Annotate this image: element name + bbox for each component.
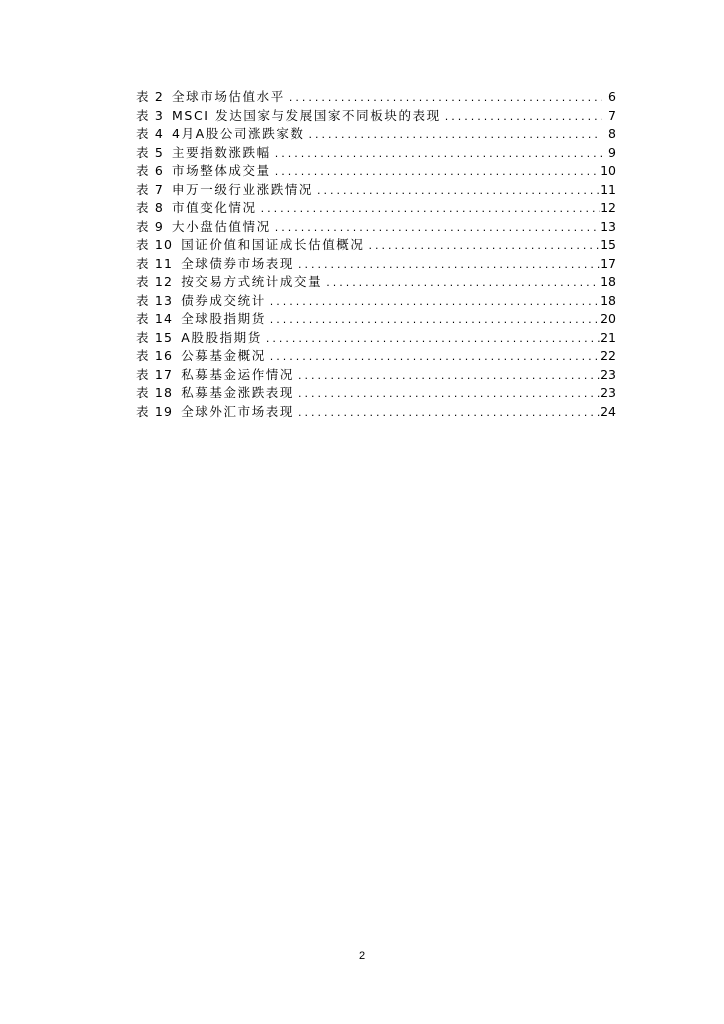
toc-entry-page: 20 [600, 311, 616, 326]
toc-entry-label: 表 14 [136, 311, 174, 326]
table-of-tables [136, 88, 616, 421]
toc-entry-title: 市值变化情况 [172, 200, 257, 215]
toc-entry-page: 21 [600, 329, 616, 345]
toc-entry-page: 24 [600, 403, 616, 419]
toc-entry-page: 7 [608, 107, 616, 123]
toc-entry[interactable] [136, 273, 616, 292]
toc-entry-label: 表 13 [136, 292, 174, 308]
toc-entry-label: 表 19 [136, 403, 174, 419]
toc-dot-leader [365, 237, 601, 256]
toc-entry-title: MSCI 发达国家与发展国家不同板块的表现 [172, 107, 441, 123]
toc-entry-page: 12 [600, 200, 616, 215]
toc-entry-label: 表 3 [136, 107, 165, 123]
toc-dot-leader [271, 163, 600, 182]
page-number: 2 [358, 950, 366, 962]
toc-entry-title: 全球股指期货 [181, 311, 266, 326]
toc-entry-page: 23 [600, 385, 616, 400]
toc-entry-title: 债券成交统计 [181, 292, 266, 308]
toc-dot-leader [294, 385, 600, 404]
toc-entry-page: 18 [600, 274, 616, 289]
toc-entry-label: 表 6 [136, 163, 165, 178]
toc-entry-title: 私募基金运作情况 [181, 366, 294, 382]
toc-entry-title: 全球外汇市场表现 [181, 403, 294, 419]
toc-entry[interactable] [136, 255, 616, 274]
toc-entry[interactable] [136, 162, 616, 181]
toc-entry-label: 表 10 [136, 237, 174, 252]
toc-entry[interactable] [136, 347, 616, 366]
toc-entry-title: 4月A股公司涨跌家数 [172, 126, 305, 141]
toc-entry-page: 17 [600, 255, 616, 271]
toc-entry-title: 申万一级行业涨跌情况 [172, 181, 314, 197]
toc-entry-title: 国证价值和国证成长估值概况 [181, 237, 365, 252]
toc-entry-page: 9 [608, 144, 616, 160]
toc-dot-leader [294, 404, 600, 423]
toc-entry-label: 表 16 [136, 348, 174, 363]
toc-entry-label: 表 9 [136, 218, 165, 234]
toc-entry-label: 表 15 [136, 329, 174, 345]
toc-entry[interactable] [136, 403, 616, 422]
toc-entry-label: 表 4 [136, 126, 165, 141]
toc-entry-label: 表 7 [136, 181, 165, 197]
toc-entry-title: 主要指数涨跌幅 [172, 144, 271, 160]
toc-dot-leader [266, 311, 600, 330]
toc-dot-leader [257, 200, 600, 219]
toc-entry-page: 10 [600, 163, 616, 178]
toc-entry-title: 市场整体成交量 [172, 163, 271, 178]
toc-dot-leader [262, 330, 600, 349]
toc-entry-label: 表 18 [136, 385, 174, 400]
toc-dot-leader [305, 126, 602, 145]
toc-entry-page: 22 [600, 348, 616, 363]
toc-entry-label: 表 17 [136, 366, 174, 382]
toc-dot-leader [322, 274, 600, 293]
toc-dot-leader [271, 145, 602, 164]
toc-entry-label: 表 12 [136, 274, 174, 289]
toc-entry-title: 大小盘估值情况 [172, 218, 271, 234]
toc-dot-leader [266, 348, 600, 367]
toc-entry-page: 23 [600, 366, 616, 382]
toc-entry[interactable] [136, 366, 616, 385]
toc-entry[interactable] [136, 329, 616, 348]
toc-entry-title: 公募基金概况 [181, 348, 266, 363]
toc-dot-leader [294, 256, 600, 275]
toc-entry[interactable] [136, 384, 616, 403]
toc-entry-title: 全球市场估值水平 [172, 89, 285, 104]
toc-entry-page: 18 [600, 292, 616, 308]
toc-dot-leader [294, 367, 600, 386]
toc-entry-label: 表 8 [136, 200, 165, 215]
toc-entry-label: 表 5 [136, 144, 165, 160]
toc-entry-page: 13 [600, 218, 616, 234]
toc-dot-leader [271, 219, 600, 238]
toc-entry[interactable] [136, 199, 616, 218]
toc-entry[interactable] [136, 292, 616, 311]
toc-entry[interactable] [136, 125, 616, 144]
toc-dot-leader [441, 108, 602, 127]
toc-entry-page: 15 [600, 237, 616, 252]
toc-entry[interactable] [136, 236, 616, 255]
toc-entry-title: A股股指期货 [181, 329, 262, 345]
toc-entry[interactable] [136, 310, 616, 329]
toc-entry-title: 全球债券市场表现 [181, 255, 294, 271]
toc-entry[interactable] [136, 144, 616, 163]
toc-entry-label: 表 2 [136, 89, 165, 104]
toc-entry-page: 6 [608, 89, 616, 104]
toc-entry-title: 按交易方式统计成交量 [181, 274, 323, 289]
toc-entry-label: 表 11 [136, 255, 174, 271]
toc-entry-title: 私募基金涨跌表现 [181, 385, 294, 400]
toc-dot-leader [285, 89, 602, 108]
toc-entry[interactable] [136, 181, 616, 200]
toc-dot-leader [313, 182, 600, 201]
toc-entry[interactable] [136, 107, 616, 126]
toc-entry-page: 8 [608, 126, 616, 141]
toc-entry[interactable] [136, 88, 616, 107]
toc-entry-page: 11 [600, 181, 616, 197]
toc-dot-leader [266, 293, 600, 312]
toc-entry[interactable] [136, 218, 616, 237]
